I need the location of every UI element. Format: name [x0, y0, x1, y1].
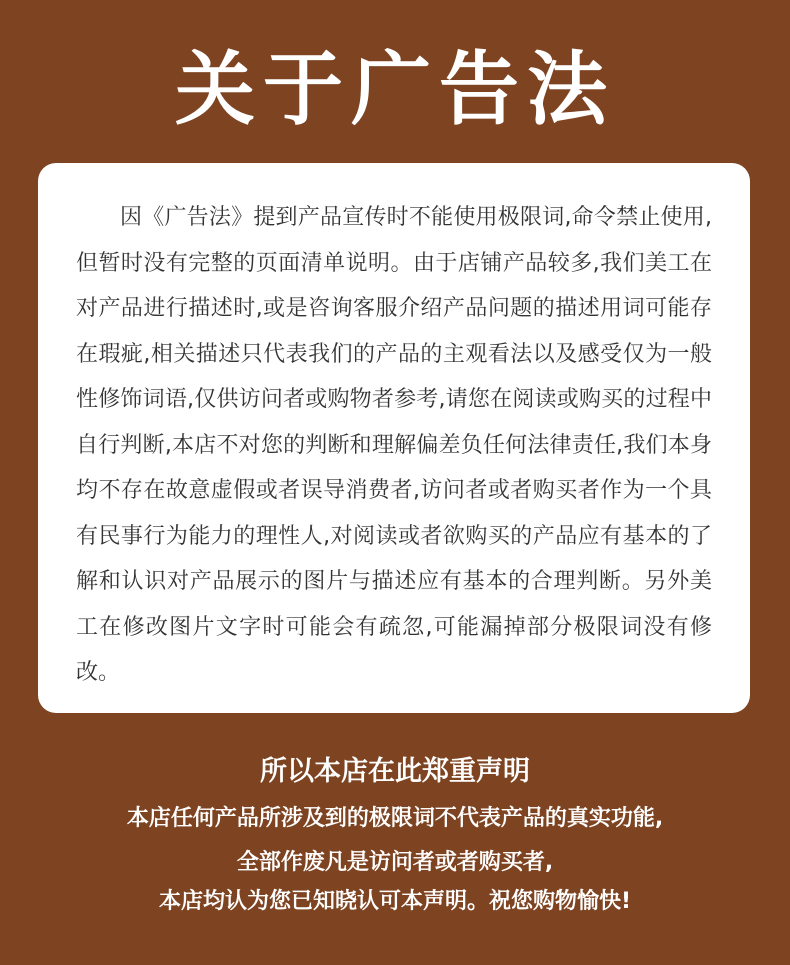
statement-heading: 所以本店在此郑重声明 [260, 756, 530, 787]
statement-line-2: 全部作废凡是访问者或者购买者, [236, 850, 554, 875]
notice-body-text: 因《广告法》提到产品宣传时不能使用极限词,命令禁止使用,但暂时没有完整的页面清单说明。由于店铺产品较多,我们美工在对产品进行描述时,或是咨询客服介绍产品问题的描述用词可能存在瑕疵,相关描述只代表我们的产品的主观看法以及感受仅为一般性修饰词语,仅供访问者或购物者参考,请您在阅读或购买的过程中自行判断,本店不对您的判断和理解偏差负任何法律责任,我们本身均不存在故意虚假或者误导消费者,访问者或者购买者作为一个具有民事行为能力的理性人,对阅读或者欲购买的产品应有基本的了解和认识对产品展示的图片与描述应有基本的合理判断。另外美工在修改图片文字时可能会有疏忽,可能漏掉部分极限词没有修改。 [76, 205, 712, 685]
notice-card [38, 163, 750, 713]
statement-line-3: 本店均认为您已知晓认可本声明。祝您购物愉快! [158, 889, 632, 914]
page-title: 关于广告法 [175, 43, 615, 136]
statement-line-1: 本店任何产品所涉及到的极限词不代表产品的真实功能, [126, 806, 664, 831]
